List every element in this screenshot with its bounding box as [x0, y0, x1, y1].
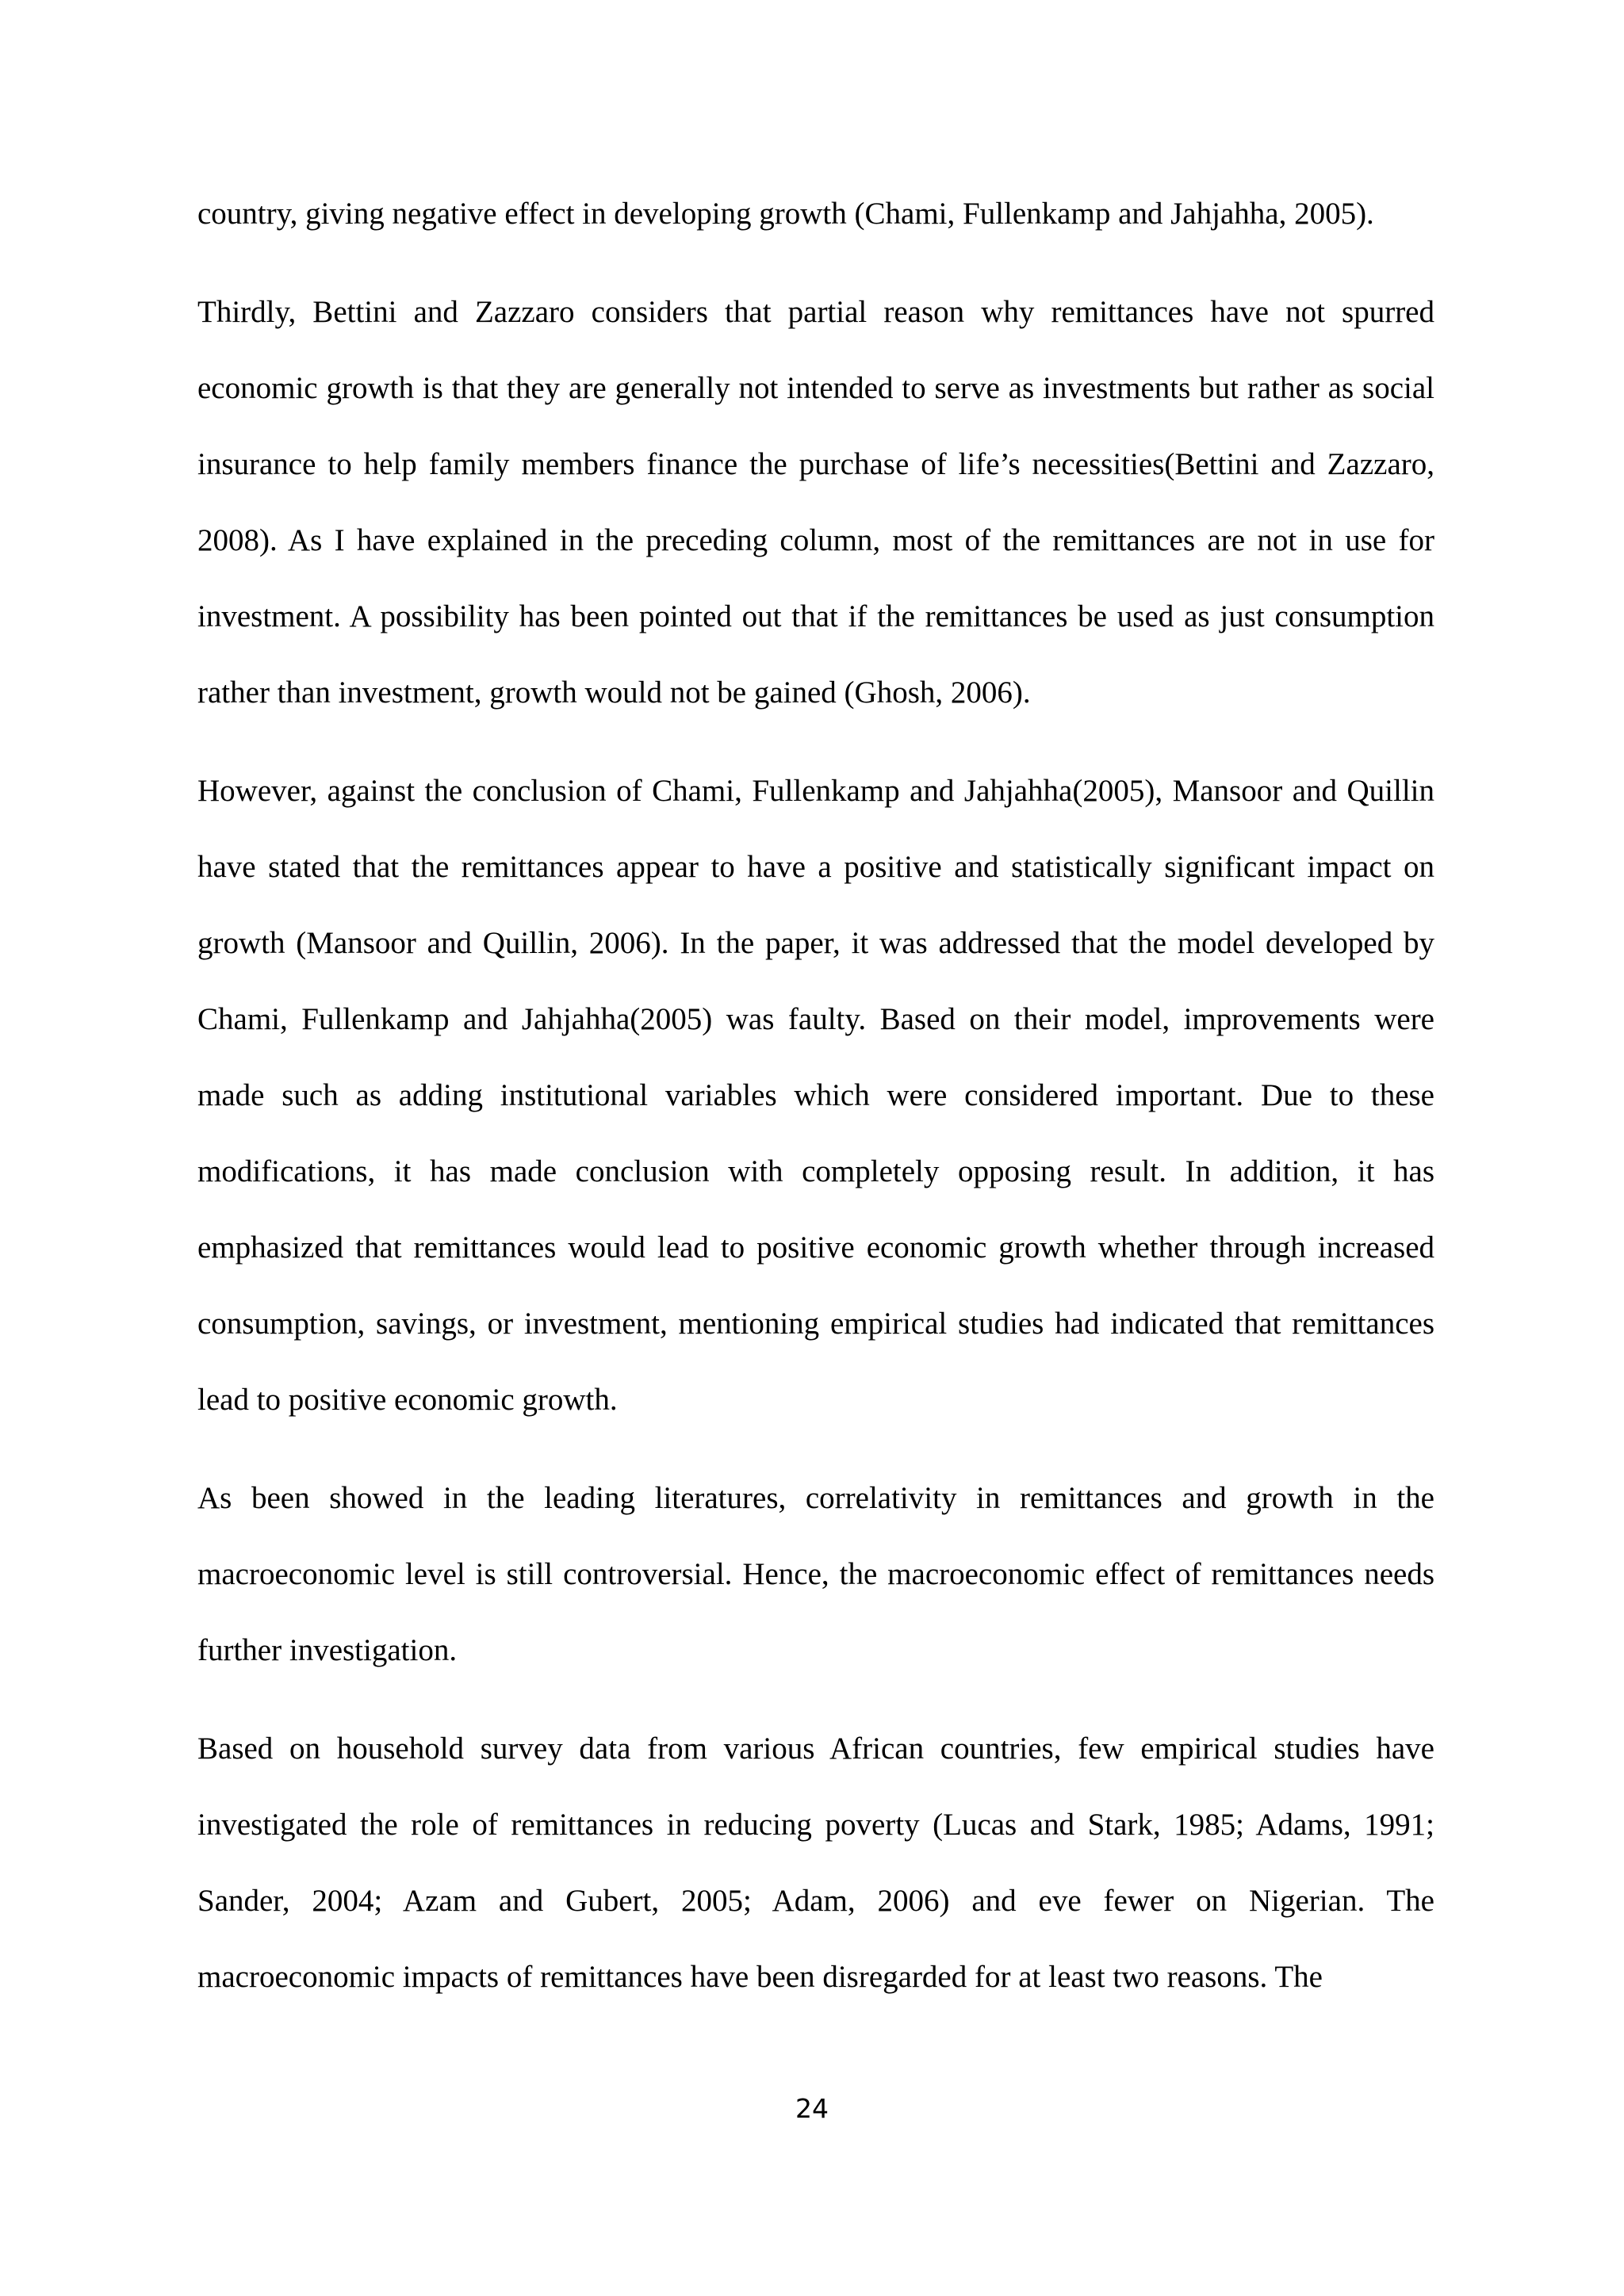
- page-number: 24: [795, 2093, 829, 2124]
- paragraph-3: However, against the conclusion of Chami, Fullenkamp and Jahjahha(2005), Mansoor and Quillin have stated that the remittances appear to have a positive and statistically significant impact on growth (Mansoor and Quillin, 2006). In the paper, it was addressed that the model developed by Chami, Fullenkamp and Jahjahha(2005) was faulty. Based on their model, improvements were made such as adding institutional variables which were considered important. Due to these modifications, it has made conclusion with completely opposing result. In addition, it has emphasized that remittances would lead to positive economic growth whether through increased consumption, savings, or investment, mentioning empirical studies had indicated that remittances lead to positive economic growth.: [197, 774, 1434, 1417]
- paragraph-1: country, giving negative effect in developing growth (Chami, Fullenkamp and Jahjahha, 2005).: [197, 197, 1374, 231]
- paragraph-5: Based on household survey data from various African countries, few empirical studies have investigated the role of remittances in reducing poverty (Lucas and Stark, 1985; Adams, 1991; Sander, 2004; Azam and Gubert, 2005; Adam, 2006) and eve fewer on Nigerian. The macroeconomic impacts of remittances have been disregarded for at least two reasons. The: [197, 1732, 1434, 1994]
- paragraph-2: Thirdly, Bettini and Zazzaro considers that partial reason why remittances have not spurred economic growth is that they are generally not intended to serve as investments but rather as social insurance to help family members finance the purchase of life’s necessities(Bettini and Zazzaro, 2008). As I have explained in the preceding column, most of the remittances are not in use for investment. A possibility has been pointed out that if the remittances be used as just consumption rather than investment, growth would not be gained (Ghosh, 2006).: [197, 295, 1434, 710]
- paragraph-4: As been showed in the leading literatures, correlativity in remittances and growth in the macroeconomic level is still controversial. Hence, the macroeconomic effect of remittances needs further investigation.: [197, 1481, 1434, 1667]
- body-text: [197, 176, 1434, 2038]
